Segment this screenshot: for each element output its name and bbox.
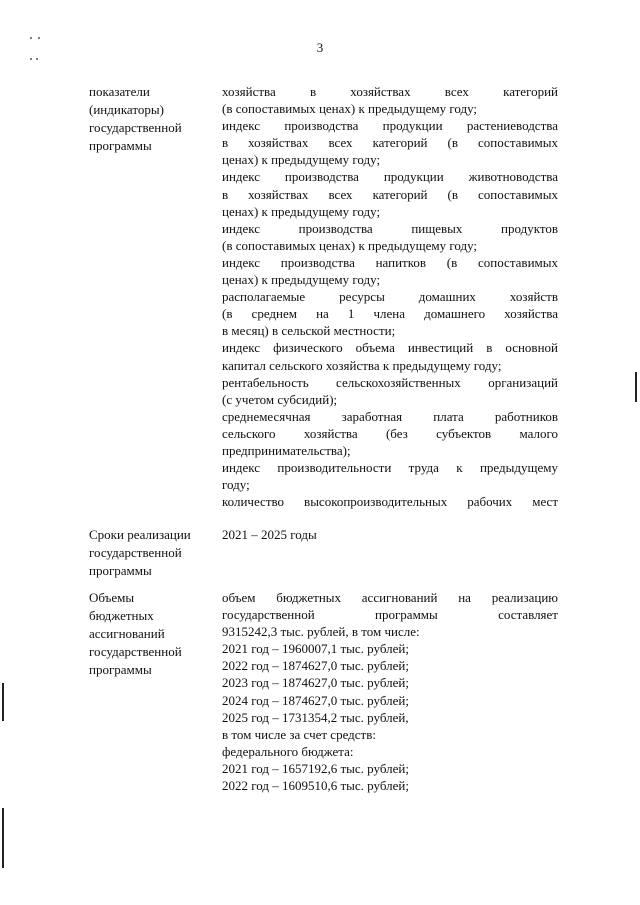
label-line: бюджетных [89,608,154,623]
scan-speck [30,58,32,60]
text-line: хозяйства в хозяйствах всех категорий [222,84,558,99]
scan-speck [38,37,40,39]
text-line: рентабельность сельскохозяйственных организаций [222,374,558,390]
text-line: в хозяйствах всех категорий (в сопоставимых [222,135,558,151]
section-text [222,526,558,543]
text-line: 2021 год – 1657192,6 тыс. рублей; [222,760,409,776]
text-line: в месяц) в сельской местности; [222,323,396,339]
text-line: индекс производства пищевых продуктов [222,220,558,236]
text-line: (в сопоставимых ценах) к предыдущему году; [222,237,478,253]
label-line: (индикаторы) [89,102,164,117]
text-line: государственной программы составляет [222,607,558,623]
text-line: индекс производства продукции животноводства [222,169,558,185]
label-line: государственной [89,545,182,560]
label-line: Сроки реализации [89,527,191,542]
text-line: располагаемые ресурсы домашних хозяйств [222,289,558,305]
section-label [89,83,224,155]
scan-edge-mark [2,808,4,868]
text-line: (с учетом субсидий); [222,391,338,407]
scan-edge-mark [2,683,4,721]
label-line: государственной [89,644,182,659]
scan-edge-mark [635,372,637,402]
text-line: объем бюджетных ассигнований на реализацию [222,590,558,605]
text-line: индекс производства напитков (в сопоставимых [222,254,558,270]
text-line: среднемесячная заработная плата работников [222,408,558,424]
label-line: Объемы [89,590,135,605]
text-line: 2021 – 2025 годы [222,527,317,542]
text-line: 9315242,3 тыс. рублей, в том числе: [222,624,420,640]
text-line: капитал сельского хозяйства к предыдущему году; [222,357,502,373]
label-line: программы [89,662,152,677]
text-line: индекс производства продукции растениеводства [222,118,558,134]
text-line: предпринимательства); [222,442,351,458]
label-line: программы [89,563,152,578]
text-line: количество высокопроизводительных рабочих мест [222,494,558,510]
text-line: ценах) к предыдущему году; [222,203,381,219]
text-line: 2021 год – 1960007,1 тыс. рублей; [222,641,409,657]
text-line: в том числе за счет средств: [222,726,376,742]
label-line: ассигнований [89,626,165,641]
label-line: государственной [89,120,182,135]
label-line: показатели [89,84,150,99]
section-label [89,526,224,580]
text-line: индекс физического объема инвестиций в основной [222,340,558,356]
text-line: сельского хозяйства (без субъектов малого [222,425,558,441]
section-text [222,589,558,794]
text-line: 2022 год – 1874627,0 тыс. рублей; [222,658,409,674]
page-number: 3 [316,40,324,55]
text-line: году; [222,477,250,493]
scan-speck [30,37,32,39]
text-line: 2024 год – 1874627,0 тыс. рублей; [222,692,409,708]
text-line: федерального бюджета: [222,743,354,759]
section-label [89,589,224,679]
text-line: (в среднем на 1 члена домашнего хозяйства [222,306,558,322]
section-text [222,83,558,510]
scan-speck [36,58,38,60]
text-line: (в сопоставимых ценах) к предыдущему году; [222,101,478,117]
text-line: 2023 год – 1874627,0 тыс. рублей; [222,675,409,691]
text-line: индекс производительности труда к предыдущему [222,460,558,476]
text-line: 2025 год – 1731354,2 тыс. рублей, [222,709,409,725]
text-line: ценах) к предыдущему году; [222,152,381,168]
text-line: ценах) к предыдущему году; [222,272,381,288]
text-line: 2022 год – 1609510,6 тыс. рублей; [222,778,409,794]
label-line: программы [89,138,152,153]
text-line: в хозяйствах всех категорий (в сопоставимых [222,186,558,202]
